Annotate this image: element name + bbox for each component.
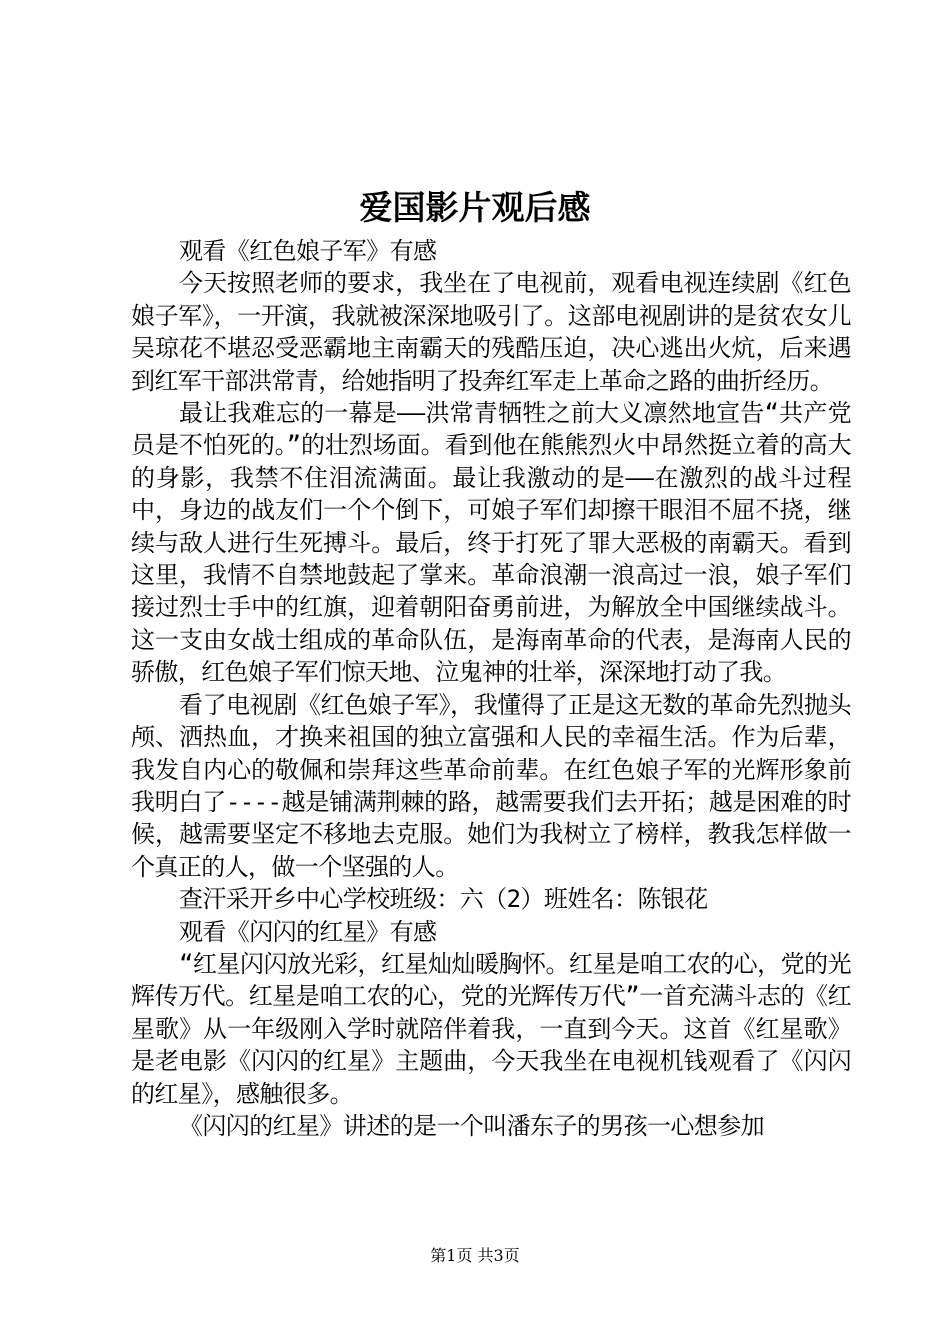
document-title: 爱国影片观后感 [359,188,591,227]
paragraph: 最让我难忘的一幕是——洪常青牺牲之前大义凛然地宣告“共产党员是不怕死的。”的壮烈场面。看到他在熊熊烈火中昂然挺立着的高大的身影，我禁不住泪流满面。最让我激动的是——在激烈的战斗过程中，身边的战友们一个个倒下，可娘子军们却擦干眼泪不屈不挠，继续与敌人进行生死搏斗。最后，终于打死了罪大恶极的南霸天。看到这里，我情不自禁地鼓起了掌来。革命浪潮一浪高过一浪，娘子军们接过烈士手中的红旗，迎着朝阳奋勇前进，为解放全中国继续战斗。这一支由女战士组成的革命队伍，是海南革命的代表，是海南人民的骄傲，红色娘子军们惊天地、泣鬼神的壮举，深深地打动了我。 [131,399,851,687]
paragraph-subtitle-1: 观看《红色娘子军》有感 [179,237,437,265]
author-line: 查汗采开乡中心学校班级：六（2）班姓名：陈银花 [179,885,708,914]
paragraph: 看了电视剧《红色娘子军》，我懂得了正是这无数的革命先烈抛头颅、洒热血，才换来祖国的独立富强和人民的幸福生活。作为后辈，我发自内心的敬佩和崇拜这些革命前辈。在红色娘子军的光辉形象前我明白了----越是铺满荆棘的路，越需要我们去开拓；越是困难的时候，越需要坚定不移地去克服。她们为我树立了榜样，教我怎样做一个真正的人，做一个坚强的人。 [131,690,851,881]
paragraph: “红星闪闪放光彩，红星灿灿暖胸怀。红星是咱工农的心，党的光辉传万代。红星是咱工农的心，党的光辉传万代”一首充满斗志的《红星歌》从一年级刚入学时就陪伴着我，一直到今天。这首《红星歌》是老电影《闪闪的红星》主题曲，今天我坐在电视机钱观看了《闪闪的红星》，感触很多。 [131,949,851,1108]
page-footer: 第1页 共3页 [430,1246,520,1265]
document-body [131,235,851,1142]
paragraph-subtitle-2: 观看《闪闪的红星》有感 [179,917,437,946]
paragraph: 《闪闪的红星》讲述的是一个叫潘东子的男孩一心想参加 [179,1111,764,1140]
paragraph: 今天按照老师的要求，我坐在了电视前，观看电视连续剧《红色娘子军》，一开演，我就被深深地吸引了。这部电视剧讲的是贫农女儿吴琼花不堪忍受恶霸地主南霸天的残酷压迫，决心逃出火炕，后来遇到红军干部洪常青，给她指明了投奔红军走上革命之路的曲折经历。 [131,269,851,395]
